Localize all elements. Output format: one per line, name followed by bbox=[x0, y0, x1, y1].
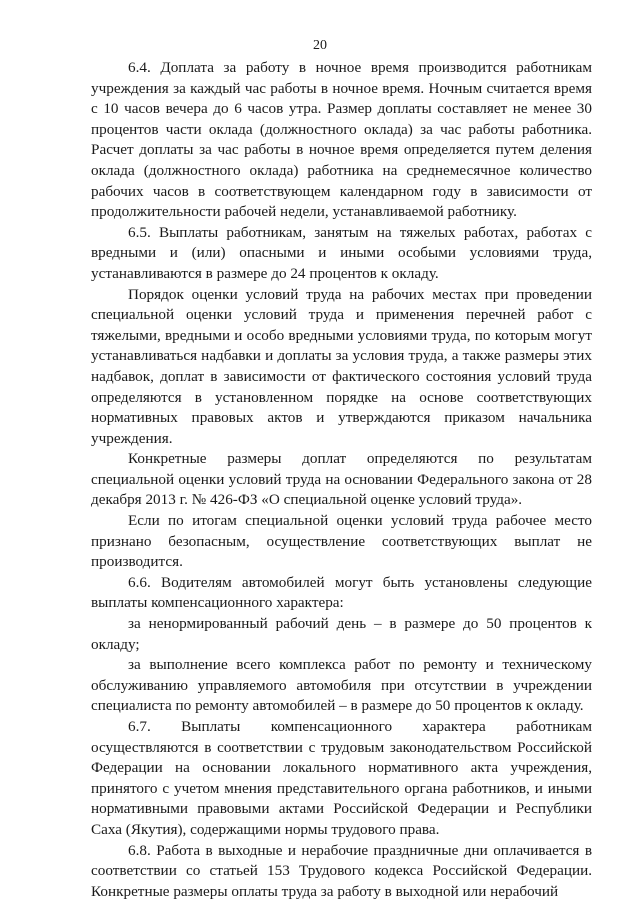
paragraph-irregular-day: за ненормированный рабочий день – в размере до 50 процентов к окладу; bbox=[91, 615, 592, 653]
paragraph-assessment-procedure: Порядок оценки условий труда на рабочих местах при проведении специальной оценки условий труда и применения перечней работ с тяжелыми, вредными и особо вредными условиями труда, по которым могут устанавливаться надбавки и доплаты за условия труда, а также размеры этих надбавок, доплат в зависимости от фактического состояния условий труда определяются в установленном порядке на основе соответствующих нормативных правовых актов и утверждаются приказом начальника учреждения. bbox=[91, 285, 592, 447]
paragraph-specific-amounts: Конкретные размеры доплат определяются по результатам специальной оценки условий труда на основании Федерального закона от 28 декабря 2013 г. № 426-ФЗ «О специальной оценке условий труда». bbox=[91, 450, 592, 509]
paragraph-6-6: 6.6. Водителям автомобилей могут быть установлены следующие выплаты компенсационного характера: bbox=[91, 573, 592, 612]
paragraph-6-5: 6.5. Выплаты работникам, занятым на тяжелых работах, работах с вредными и (или) опасными и иными особыми условиями труда, устанавливаются в размере до 24 процентов к окладу. bbox=[91, 223, 592, 282]
paragraph-6-8: 6.8. Работа в выходные и нерабочие праздничные дни оплачивается в соответствии со статьей 153 Трудового кодекса Российской Федерации. Конкретные размеры оплаты труда за работу в выходной или нерабочий bbox=[91, 841, 592, 900]
paragraph-6-7: 6.7. Выплаты компенсационного характера работникам осуществляются в соответствии с трудовым законодательством Российской Федерации на основании локального нормативного акта учреждения, принятого с учетом мнения представительного органа работников, и иными нормативными правовыми актами Российской Федерации и Республики Саха (Якутия), содержащими нормы трудового права. bbox=[91, 718, 592, 838]
paragraph-vehicle-maintenance: за выполнение всего комплекса работ по ремонту и техническому обслуживанию управляемого автомобиля при отсутствии в учреждении специалиста по ремонту автомобилей – в размере до 50 процентов к окладу. bbox=[91, 656, 592, 715]
paragraph-safe-workplace: Если по итогам специальной оценки условий труда рабочее место признано безопасным, осуществление соответствующих выплат не производится. bbox=[91, 512, 592, 571]
document-body bbox=[91, 58, 592, 902]
page-number: 20 bbox=[313, 38, 327, 53]
paragraph-6-4: 6.4. Доплата за работу в ночное время производится работникам учреждения за каждый час работы в ночное время. Ночным считается время с 10 часов вечера до 6 часов утра. Размер доплаты составляет не менее 30 процентов части оклада (должностного оклада) за час работы работника. Расчет доплаты за час работы в ночное время определяется путем деления оклада (должностного оклада) работника на среднемесячное количество рабочих часов в соответствующем календарном году в зависимости от продолжительности рабочей недели, устанавливаемой работнику. bbox=[91, 59, 592, 221]
